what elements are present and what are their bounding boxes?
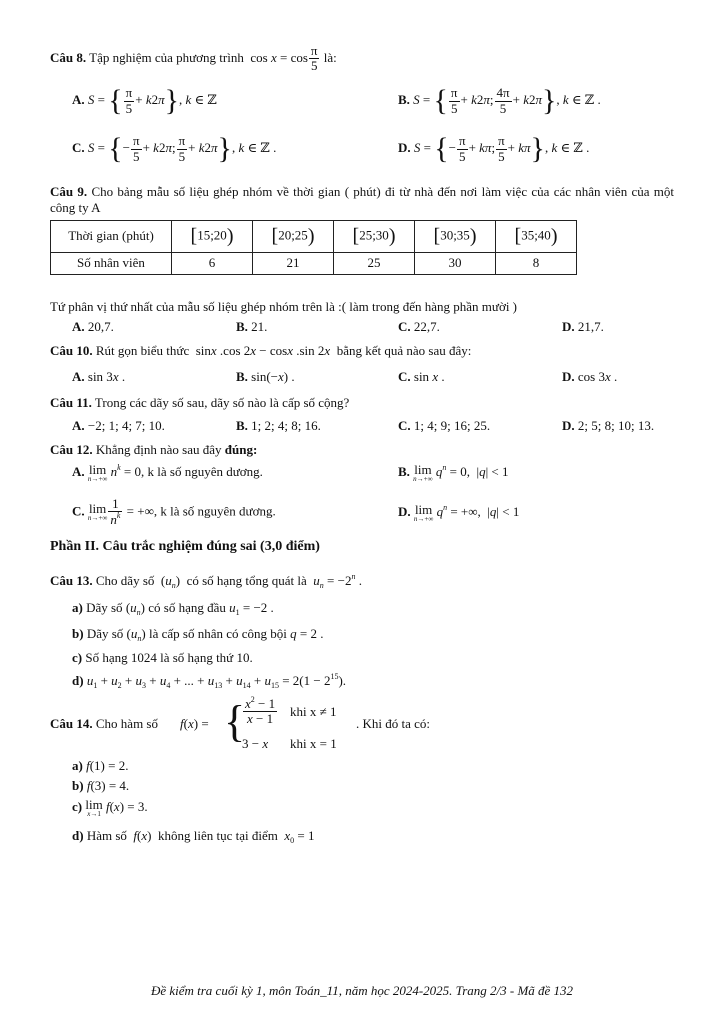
q13-statement-c: c) Số hạng 1024 là số hạng thứ 10.: [72, 650, 253, 665]
q11-option-c: C. 1; 4; 9; 16; 25.: [398, 418, 491, 433]
table-cell: 21: [253, 253, 334, 275]
table-header-label: Thời gian (phút): [51, 221, 172, 253]
q12-option-b: B. lim n→+∞ $q^n = 0$, |q| < 1: [398, 462, 509, 484]
q10-option-a: A. sin 3x .: [72, 369, 126, 384]
q11-option-d: D. 2; 5; 8; 10; 13.: [562, 418, 655, 433]
q11-label: Câu 11.: [50, 395, 92, 410]
q14-label: Câu 14.: [50, 716, 93, 731]
q12-stem: Câu 12. Khẳng định nào sau đây đúng:: [50, 442, 258, 457]
q8-equation: cos x = cos $\frac{\pi}{5}$: [247, 43, 318, 74]
q12-option-d: D. lim n→+∞ $q^n$ = +∞, |q| < 1: [398, 502, 520, 524]
q9-question: Tứ phân vị thứ nhất của mẫu số liệu ghép nhóm trên là :( làm trong đến hàng phần mười ): [50, 299, 518, 314]
q9-label: Câu 9.: [50, 184, 88, 199]
table-interval: [35;40): [496, 221, 577, 253]
q11-stem: Câu 11. Trong các dãy số sau, dãy số nào là cấp số cộng?: [50, 395, 350, 410]
q10-stem: Câu 10. Rút gọn biểu thức sinx .cos 2x − cosx .sin 2x bằng kết quả nào sau đây:: [50, 343, 472, 358]
q11-option-b: B. 1; 2; 4; 8; 16.: [236, 418, 321, 433]
q10-option-b: B. sin(−x) .: [236, 369, 295, 384]
q13-statement-d: d) $u_1 + u_2 + u_3 + u_4$ + ... + $u_{13} + u_{14} + u_{15} = 2(1 - 2^{15})$.: [72, 672, 347, 690]
q14-piecewise-function: f(x) = { $\frac{x^2 - 1}{x - 1}$ khi x ≠ 1 3 − x khi x = 1 . Khi đó ta có:: [180, 695, 431, 751]
q13-stem: Câu 13. Cho dãy số $(u_n)$ có số hạng tổng quát là $u_n = -2^n$ .: [50, 572, 362, 590]
q10-option-c: C. sin x .: [398, 369, 445, 384]
table-row-label: Số nhân viên: [51, 253, 172, 275]
q9-option-d: D. 21,7.: [562, 319, 604, 334]
q8-option-a: A. S = { $\frac{\pi}{5}$ + k2π}, k ∈ ℤ: [72, 84, 217, 117]
q14-statement-c: c) lim x→1 f(x) = 3.: [72, 797, 148, 818]
q14-statement-a: a) f(1) = 2.: [72, 758, 129, 773]
q8-option-b: B. S = { $\frac{\pi}{5}$ + k2π; $\frac{4\pi}{5}$ + k2π}, k ∈ ℤ .: [398, 84, 601, 117]
table-interval: [30;35): [415, 221, 496, 253]
table-cell: 6: [172, 253, 253, 275]
q14-stem: Câu 14. Cho hàm số: [50, 716, 158, 731]
q10-option-d: D. cos 3x .: [562, 369, 618, 384]
q9-option-a: A. 20,7.: [72, 319, 114, 334]
table-interval: [20;25): [253, 221, 334, 253]
q14-statement-b: b) f(3) = 4.: [72, 778, 130, 793]
q8-label: Câu 8.: [50, 49, 87, 65]
table-cell: 25: [334, 253, 415, 275]
q13-statement-a: a) Dãy số $(u_n)$ có số hạng đầu $u_1 = -2$ .: [72, 600, 274, 617]
q9-stem: Câu 9. Cho bảng mẫu số liệu ghép nhóm về thời gian ( phút) đi từ nhà đến nơi làm việc của các nhân viên của một công ty A: [50, 184, 675, 216]
q13-statement-b: b) Dãy số $(u_n)$ là cấp số nhân có công bội q = 2 .: [72, 626, 324, 643]
q8-stem: Câu 8. Tập nghiệm của phương trình cos x = cos $\frac{\pi}{5}$ là:: [50, 43, 337, 74]
part2-title: Phần II. Câu trắc nghiệm đúng sai (3,0 điểm): [50, 539, 320, 554]
q13-label: Câu 13.: [50, 573, 93, 588]
q11-option-a: A. −2; 1; 4; 7; 10.: [72, 418, 165, 433]
q12-option-c: C. lim n→+∞ $\frac{1}{n^k}$ = +∞, k là số nguyên dương.: [72, 496, 276, 528]
q10-label: Câu 10.: [50, 343, 93, 358]
q9-data-table: [50, 220, 577, 275]
table-cell: 8: [496, 253, 577, 275]
q8-option-c: C. S = {− $\frac{\pi}{5}$ + k2π; $\frac{\pi}{5}$ + k2π}, k ∈ ℤ .: [72, 132, 277, 165]
q8-option-d: D. S = {− $\frac{\pi}{5}$ + kπ; $\frac{\pi}{5}$ + kπ}, k ∈ ℤ .: [398, 132, 590, 165]
table-interval: [15;20): [172, 221, 253, 253]
q9-option-b: B. 21.: [236, 319, 268, 334]
q12-option-a: A. lim n→+∞ $n^k = 0$, k là số nguyên dương.: [72, 462, 263, 484]
q9-option-c: C. 22,7.: [398, 319, 440, 334]
q14-statement-d: d) Hàm số f(x) không liên tục tại điểm $x_0 = 1$: [72, 828, 315, 845]
page-footer: Đề kiểm tra cuối kỳ 1, môn Toán_11, năm học 2024-2025. Trang 2/3 - Mã đề 132: [150, 983, 574, 998]
table-interval: [25;30): [334, 221, 415, 253]
table-cell: 30: [415, 253, 496, 275]
q12-label: Câu 12.: [50, 442, 93, 457]
